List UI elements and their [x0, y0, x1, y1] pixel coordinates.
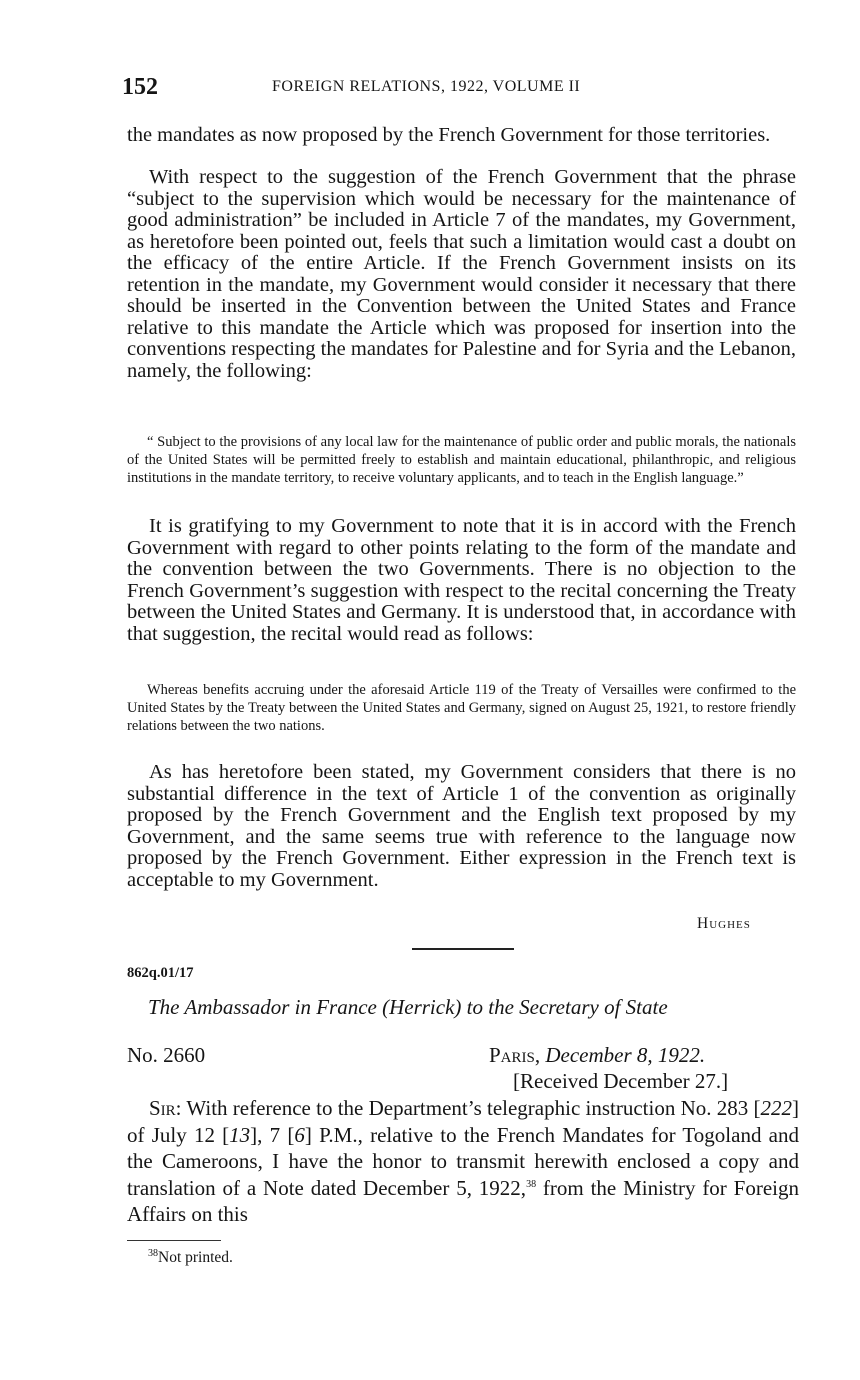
dateline-date: December 8, 1922. — [545, 1043, 706, 1067]
document-title: The Ambassador in France (Herrick) to the Secretary of State — [148, 995, 668, 1019]
file-reference: 862q.01/17 — [127, 965, 194, 981]
paragraph-article-7: With respect to the suggestion of the French Government that the phrase “subject to the supervision which would be necessary for the maintenance of good administration” be included in Article 7 of the mandates, my Government, as heretofore been pointed out, feels that such a limitation would cast a doubt on the efficacy of the entire Article. If the French Government insists on its retention in the mandate, my Government would consider it necessary that there should be inserted in the Convention between the United States and France relative to this mandate the Article which was proposed for insertion into the conventions respecting the mandates for Palestine and for Syria and the Lebanon, namely, the following: — [127, 166, 796, 382]
quoted-article-text: “ Subject to the provisions of any local law for the maintenance of public order and public morals, the nationals of the United States will be permitted freely to establish and maintain educational, philanthropic, and religious institutions in the mandate territory, to receive voluntary applicants, and to teach in the English language.” — [127, 434, 796, 486]
quoted-recital-text: Whereas benefits accruing under the aforesaid Article 119 of the Treaty of Versailles were confirmed to the United States by the Treaty between the United States and Germany, signed on August 25, 1921, to restore friendly relations between the two nations. — [127, 682, 796, 734]
dateline — [489, 1043, 705, 1068]
corrected-number-6: 6 — [294, 1122, 305, 1147]
footnote-reference[interactable]: 38 — [526, 1178, 537, 1190]
footnote — [148, 1249, 233, 1267]
letter-text-1: With reference to the Department’s telegraphic instruction No. 283 [ — [186, 1096, 761, 1120]
signature: Hughes — [697, 915, 751, 932]
paragraph-continuation: the mandates as now proposed by the French Government for those territories. — [127, 124, 771, 146]
footnote-text: Not printed. — [158, 1249, 233, 1266]
salutation: Sir: — [149, 1096, 182, 1120]
paragraph-article-1: As has heretofore been stated, my Government considers that there is no substantial difference in the text of Article 1 of the convention as originally proposed by the French Government and the English text proposed by my Government, and the same seems true with reference to the language now proposed by the French Government. Either expression in the French text is acceptable to my Government. — [127, 761, 796, 891]
page-header — [122, 74, 822, 106]
paragraph-recital: It is gratifying to my Government to note that it is in accord with the French Government with regard to other points relating to the form of the mandate and the convention between the two Governments. There is no objection to the French Government’s suggestion with respect to the recital concerning the Treaty between the United States and Germany. It is understood that, in accordance with that suggestion, the recital would read as follows: — [127, 515, 796, 645]
dateline-place: Paris, — [489, 1043, 541, 1067]
section-divider — [412, 948, 514, 950]
letter-body — [127, 1095, 799, 1228]
footnote-rule — [127, 1240, 221, 1241]
despatch-number: No. 2660 — [127, 1043, 206, 1067]
letter-text-4: ] P.M., relative to the French Mandates for Togoland and the Cameroons, I have the honor to transmit herewith enclosed a copy and translation of a Note dated December 5, 1922, — [127, 1122, 799, 1200]
running-head: FOREIGN RELATIONS, 1922, VOLUME II — [272, 78, 581, 95]
letter-text-3: ], 7 [ — [250, 1122, 295, 1147]
corrected-number-222: 222 — [760, 1096, 793, 1120]
letter-text-2: ] of July 12 [ — [127, 1096, 800, 1147]
letter-text-5: from the Ministry for Foreign Affairs on this — [127, 1175, 799, 1226]
corrected-number-13: 13 — [229, 1122, 251, 1147]
footnote-marker: 38 — [148, 1247, 158, 1259]
received-date: [Received December 27.] — [513, 1069, 729, 1093]
page-number: 152 — [122, 74, 158, 100]
